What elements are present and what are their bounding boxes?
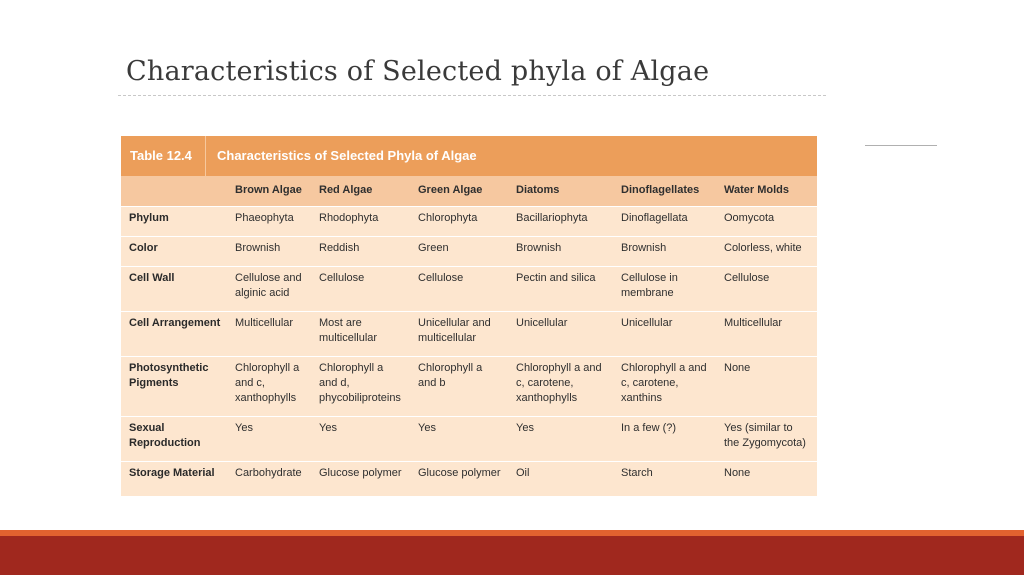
column-header: Green Algae [410, 176, 508, 207]
table-row [121, 267, 817, 312]
table-cell: Yes [319, 422, 337, 434]
table-cell: Yes [516, 422, 534, 434]
table-cell: None [724, 362, 751, 374]
table-cell: Chlorophyll a and c, carotene, xanthophylls [516, 362, 602, 404]
table-cell: Glucose polymer [319, 467, 402, 479]
column-header: Red Algae [311, 176, 410, 207]
table-cell: Brownish [621, 242, 667, 254]
row-label: Cell Wall [129, 272, 175, 284]
table-cell: Oil [516, 467, 530, 479]
table-cell: Chlorophyll a and b [418, 362, 483, 389]
algae-table [121, 176, 817, 502]
table-row [121, 357, 817, 417]
row-label: Color [129, 242, 158, 254]
table-cell: Cellulose and alginic acid [235, 272, 302, 299]
row-label: Cell Arrangement [129, 317, 221, 329]
side-rule [865, 145, 937, 146]
table-row [121, 237, 817, 267]
table-row [121, 462, 817, 502]
table-cell: Phaeophyta [235, 212, 294, 224]
table-cell: Glucose polymer [418, 467, 501, 479]
table-cell: Pectin and silica [516, 272, 596, 284]
table-cell: Bacillariophyta [516, 212, 588, 224]
table-row [121, 417, 817, 462]
table-cell: Yes [235, 422, 253, 434]
table-header-separator [205, 136, 206, 176]
table-cell: Chlorophyta [418, 212, 478, 224]
row-label: Photosynthetic Pigments [129, 362, 209, 389]
table-cell: Carbohydrate [235, 467, 302, 479]
table-cell: Multicellular [724, 317, 783, 329]
column-header: Brown Algae [227, 176, 311, 207]
table-cell: Cellulose in membrane [621, 272, 678, 299]
table-cell: Most are multicellular [319, 317, 378, 344]
table-caption: Characteristics of Selected Phyla of Algae [217, 148, 477, 163]
column-header: Diatoms [508, 176, 613, 207]
table-cell: Rhodophyta [319, 212, 379, 224]
table-cell: Green [418, 242, 449, 254]
row-label: Storage Material [129, 467, 215, 479]
table-cell: Multicellular [235, 317, 294, 329]
table-cell: Colorless, white [724, 242, 802, 254]
table-cell: Chlorophyll a and c, xanthophylls [235, 362, 300, 404]
table-cell: Chlorophyll a and c, carotene, xanthins [621, 362, 707, 404]
footer-bar [0, 536, 1024, 575]
table-cell: Unicellular [516, 317, 568, 329]
table-figure [121, 136, 817, 496]
title-divider [118, 95, 826, 96]
table-cell: Reddish [319, 242, 360, 254]
table-number: Table 12.4 [130, 148, 192, 163]
row-label: Phylum [129, 212, 169, 224]
column-header-blank [121, 176, 227, 207]
column-header: Water Molds [716, 176, 817, 207]
table-cell: Oomycota [724, 212, 775, 224]
table-cell: Cellulose [319, 272, 365, 284]
table-header-band [121, 136, 817, 176]
table-cell: Chlorophyll a and d, phycobiliproteins [319, 362, 401, 404]
table-row [121, 207, 817, 237]
table-cell: Cellulose [724, 272, 770, 284]
table-cell: Cellulose [418, 272, 464, 284]
table-cell: Brownish [235, 242, 281, 254]
table-cell: Brownish [516, 242, 562, 254]
table-cell: Dinoflagellata [621, 212, 688, 224]
row-label: Sexual Reproduction [129, 422, 201, 449]
column-header: Dinoflagellates [613, 176, 716, 207]
table-cell: Yes (similar to the Zygomycota) [724, 422, 806, 449]
table-cell: Starch [621, 467, 653, 479]
column-header-row [121, 176, 817, 207]
table-cell: Unicellular and multicellular [418, 317, 491, 344]
table-cell: In a few (?) [621, 422, 677, 434]
table-cell: Yes [418, 422, 436, 434]
table-row [121, 312, 817, 357]
table-cell: Unicellular [621, 317, 673, 329]
table-cell: None [724, 467, 751, 479]
slide-title: Characteristics of Selected phyla of Algae [126, 56, 710, 87]
